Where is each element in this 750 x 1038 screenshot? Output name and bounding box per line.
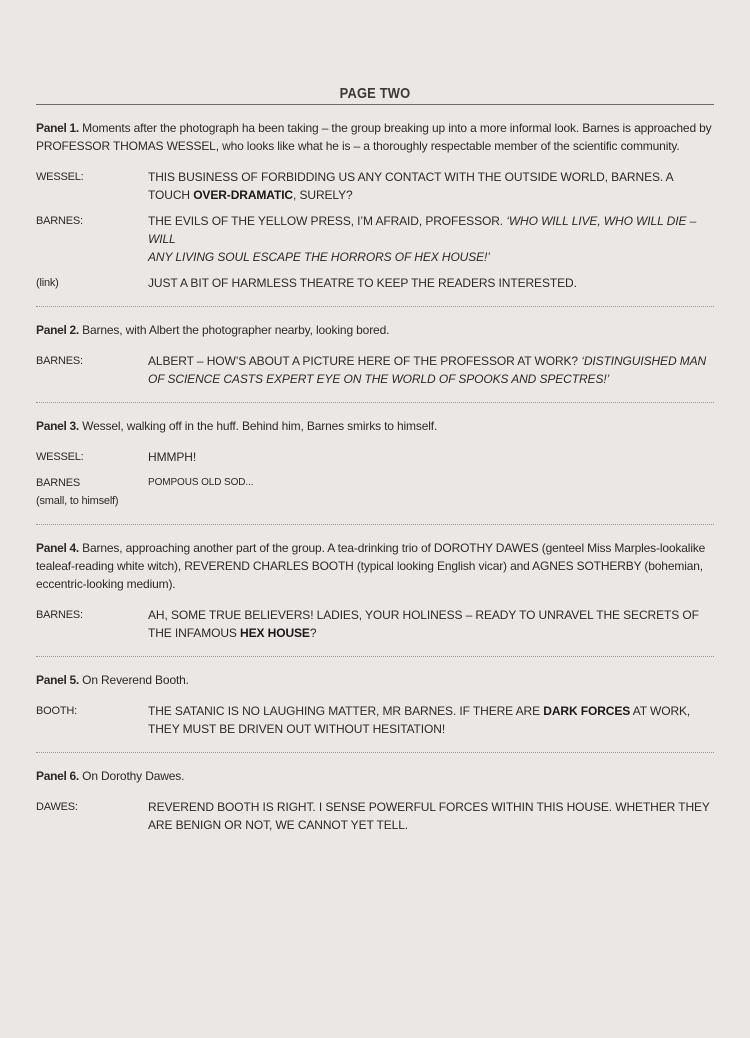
speaker-name: WESSEL: — [36, 171, 84, 183]
page-title: PAGE TWO — [339, 85, 411, 102]
panel-1 — [36, 119, 714, 292]
panel-description — [36, 321, 714, 339]
dialogue-line — [36, 606, 714, 642]
panel-label: Panel 4. — [36, 541, 79, 555]
panel-divider — [36, 656, 714, 657]
panel-description — [36, 417, 714, 435]
dialogue-italic: ‘DISTINGUISHED MAN OF SCIENCE CASTS EXPERT EYE ON THE WORLD OF SPOOKS AND SPECTRES!’ — [148, 354, 707, 386]
panel-description — [36, 767, 714, 785]
dialogue-text: HMMPH! — [148, 450, 197, 464]
dialogue-text — [148, 606, 714, 642]
panel-divider — [36, 402, 714, 403]
speaker-name: BOOTH: — [36, 705, 77, 717]
panel-desc-text: Moments after the photograph ha been taking – the group breaking up into a more informal look. Barnes is approached by PROFESSOR THOMAS WESSEL, who looks like what he is – a thoroughly respectable member of the scientific community. — [36, 121, 712, 153]
panel-desc-text: Barnes, with Albert the photographer nearby, looking bored. — [78, 323, 390, 337]
dialogue-emphasis: DARK FORCES — [543, 704, 631, 718]
dialogue-line — [36, 702, 714, 738]
panel-description — [36, 539, 714, 593]
panel-divider — [36, 752, 714, 753]
dialogue-text — [148, 702, 714, 738]
panel-4 — [36, 539, 714, 642]
panel-2 — [36, 321, 714, 388]
speaker-name: (link) — [36, 277, 59, 289]
panel-description — [36, 119, 714, 155]
speaker-name: BARNES: — [36, 355, 83, 367]
script-page — [36, 84, 714, 842]
panel-divider — [36, 306, 714, 307]
dialogue-text: POMPOUS OLD SOD... — [148, 477, 254, 488]
dialogue-segment: AT WORK, THEY MUST BE DRIVEN OUT WITHOUT HESITATION! — [148, 704, 691, 736]
speaker-name: BARNES: — [36, 215, 83, 227]
dialogue-line — [36, 168, 714, 204]
panel-label: Panel 5. — [36, 673, 79, 687]
dialogue-text — [148, 168, 714, 204]
dialogue-italic: ANY LIVING SOUL ESCAPE THE HORRORS OF HEX HOUSE!’ — [148, 250, 490, 264]
panel-label: Panel 1. — [36, 121, 79, 135]
dialogue-segment: AH, SOME TRUE BELIEVERS! LADIES, YOUR HOLINESS – READY TO UNRAVEL THE SECRETS OF THE INFAMOUS — [148, 608, 699, 640]
panel-6 — [36, 767, 714, 834]
dialogue-text: REVEREND BOOTH IS RIGHT. I SENSE POWERFUL FORCES WITHIN THIS HOUSE. WHETHER THEY ARE BENIGN OR NOT, WE CANNOT YET TELL. — [148, 800, 710, 832]
panel-desc-text: Wessel, walking off in the huff. Behind him, Barnes smirks to himself. — [78, 419, 438, 433]
panel-desc-text: Barnes, approaching another part of the group. A tea-drinking trio of DOROTHY DAWES (genteel Miss Marples-lookalike tealeaf-reading white witch), REVEREND CHARLES BOOTH (typical looking English vicar) and AGNES SOTHERBY (bohemian, eccentric-looking medium). — [36, 541, 706, 591]
dialogue-segment: THIS BUSINESS OF FORBIDDING US ANY CONTACT WITH THE OUTSIDE WORLD, BARNES. A TOUCH — [148, 170, 673, 202]
dialogue-segment: ? — [309, 626, 317, 640]
dialogue-segment: , SURELY? — [293, 188, 353, 202]
dialogue-line — [36, 474, 714, 510]
speaker-name: WESSEL: — [36, 451, 84, 463]
speaker-label: BARNES — [36, 477, 81, 489]
speaker-direction: (small, to himself) — [36, 495, 119, 507]
dialogue-segment: THE SATANIC IS NO LAUGHING MATTER, MR BARNES. IF THERE ARE — [148, 704, 544, 718]
dialogue-italic: ‘WHO WILL LIVE, WHO WILL DIE – WILL — [148, 214, 697, 246]
dialogue-emphasis: HEX HOUSE — [240, 626, 310, 640]
dialogue-text — [148, 212, 714, 266]
dialogue-emphasis: OVER-DRAMATIC — [193, 188, 293, 202]
dialogue-line — [36, 274, 714, 292]
dialogue-text — [148, 352, 714, 388]
dialogue-line — [36, 448, 714, 466]
panel-desc-text: On Dorothy Dawes. — [78, 769, 185, 783]
panel-5 — [36, 671, 714, 738]
dialogue-text: JUST A BIT OF HARMLESS THEATRE TO KEEP THE READERS INTERESTED. — [148, 276, 577, 290]
dialogue-segment: ALBERT – HOW’S ABOUT A PICTURE HERE OF THE PROFESSOR AT WORK? — [148, 354, 582, 368]
panel-label: Panel 2. — [36, 323, 79, 337]
panel-description — [36, 671, 714, 689]
dialogue-line — [36, 352, 714, 388]
dialogue-line — [36, 798, 714, 834]
panel-label: Panel 3. — [36, 419, 79, 433]
speaker-name — [36, 474, 148, 510]
panel-label: Panel 6. — [36, 769, 79, 783]
speaker-name: BARNES: — [36, 609, 83, 621]
panel-desc-text: On Reverend Booth. — [78, 673, 189, 687]
panel-3 — [36, 417, 714, 510]
panel-divider — [36, 524, 714, 525]
dialogue-line — [36, 212, 714, 266]
speaker-name: DAWES: — [36, 801, 78, 813]
title-rule — [36, 104, 714, 105]
dialogue-segment: THE EVILS OF THE YELLOW PRESS, I’M AFRAID, PROFESSOR. — [148, 214, 507, 228]
